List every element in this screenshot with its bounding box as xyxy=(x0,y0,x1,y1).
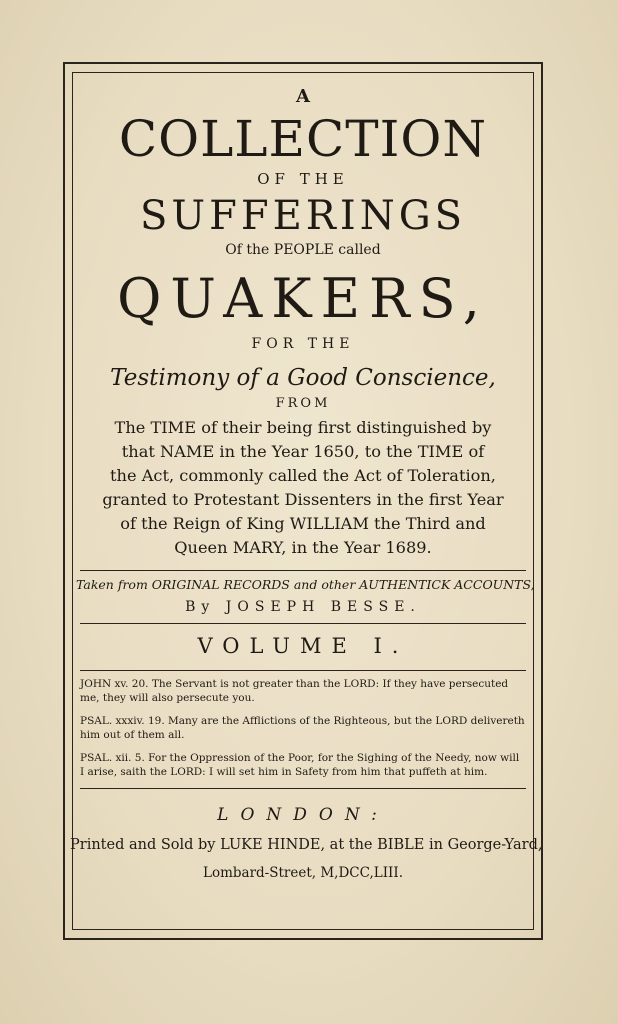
subtitle-line: of the Reign of King WILLIAM the Third and xyxy=(120,514,486,533)
title-page xyxy=(70,78,543,885)
imprint-address-date: Lombard-Street, M,DCC,LIII. xyxy=(202,865,403,881)
epigraph-john: JOHN xv. 20. The Servant is not greater than the LORD: If they have persecuted me, they will also persecute you. xyxy=(80,678,509,704)
epigraph-psalm-34: PSAL. xxxiv. 19. Many are the Afflictions of the Righteous, but the LORD delivereth him out of them all. xyxy=(80,715,525,741)
title-sufferings: SUFFERINGS xyxy=(139,193,467,239)
epigraphs xyxy=(76,677,530,779)
volume-label: VOLUME I. xyxy=(197,634,409,658)
subtitle-line: The TIME of their being first distinguished by xyxy=(114,418,492,437)
imprint-printer: Printed and Sold by LUKE HINDE, at the BIBLE in George-Yard, xyxy=(70,837,543,853)
author-line: By JOSEPH BESSE. xyxy=(185,599,421,615)
title-of-the-people-called: Of the PEOPLE called xyxy=(225,242,381,258)
sources-line: Taken from ORIGINAL RECORDS and other AUTHENTICK ACCOUNTS, xyxy=(76,577,535,592)
title-collection: COLLECTION xyxy=(118,110,488,168)
epigraph-psalm-12: PSAL. xii. 5. For the Oppression of the Poor, for the Sighing of the Needy, now will I arise, saith the LORD: I will set him in Safety from him that puffeth at him. xyxy=(80,752,520,778)
divider-rule xyxy=(80,670,526,671)
divider-rule xyxy=(80,623,526,624)
subtitle-paragraph xyxy=(68,416,538,560)
divider-rule xyxy=(80,570,526,571)
title-of-the: OF THE xyxy=(257,170,349,188)
title-quakers: QUAKERS, xyxy=(117,267,489,330)
subtitle-line: the Act, commonly called the Act of Toleration, xyxy=(110,466,496,485)
title-a: A xyxy=(296,86,310,107)
subtitle-line: granted to Protestant Dissenters in the first Year xyxy=(102,490,504,509)
divider-rule xyxy=(80,788,526,789)
title-for-the: FOR THE xyxy=(251,336,355,352)
subtitle-line: Queen MARY, in the Year 1689. xyxy=(174,538,432,557)
title-from: FROM xyxy=(275,396,331,411)
subtitle-line: that NAME in the Year 1650, to the TIME of xyxy=(121,442,485,461)
title-testimony: Testimony of a Good Conscience, xyxy=(110,365,496,391)
imprint-city: LONDON: xyxy=(217,805,389,825)
